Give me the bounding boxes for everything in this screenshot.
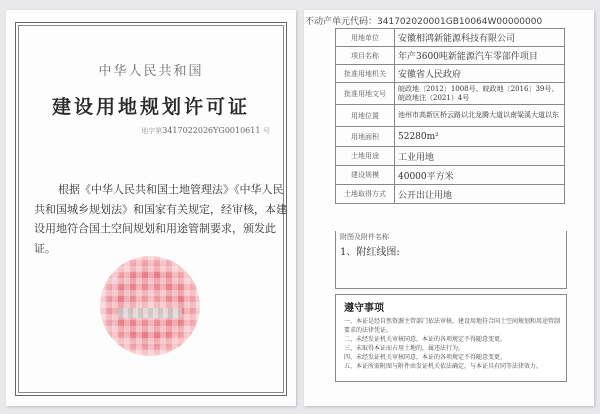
table-row — [336, 185, 565, 204]
attachment-item: 1、附红线图: — [340, 247, 400, 258]
table-row — [336, 147, 565, 166]
row-label: 用地面积 — [336, 127, 395, 147]
row-label: 项目名称 — [336, 47, 395, 65]
attachment-header: 附图及附件名称 — [340, 233, 389, 241]
row-label: 用地位置 — [336, 105, 395, 127]
notice-item: 一、本证是经自然资源主管部门依法审核，建设用地符合国土空间规划和用途管制要求的法律凭证。 — [344, 318, 561, 334]
row-value: 年产3600吨新能源汽车零部件项目 — [395, 47, 565, 65]
notice-item: 五、本证所需附图与附件由发证机关依法确定，与本证具有同等法律效力。 — [344, 363, 543, 370]
row-label: 批准用地文号 — [336, 83, 395, 105]
row-value: 安徽省人民政府 — [395, 65, 565, 83]
table-row — [336, 65, 565, 83]
cert-no-value: 3417022026YG0010611 — [162, 126, 261, 135]
table-row — [336, 166, 565, 185]
cert-no-suffix: 号 — [263, 127, 270, 135]
certificate-title: 建设用地规划许可证 — [51, 96, 250, 118]
table-row — [336, 29, 565, 47]
official-seal — [100, 256, 200, 356]
country-name: 中华人民共和国 — [98, 64, 204, 79]
row-label: 用地单位 — [336, 29, 395, 47]
row-value: 皖政地〔2012〕1008号、皖政地〔2016〕39号、皖政地注（2021）4号 — [395, 83, 565, 105]
certificate-body: 根据《中华人民共和国土地管理法》《中华人民共和国城乡规划法》和国家有关规定，经审核，本建设用地符合国土空间规划和用途管制要求，颁发此证。 — [34, 183, 287, 255]
table-row — [336, 105, 565, 127]
unit-code-value: 341702020001GB10064W00000000 — [377, 17, 543, 27]
row-value: 52280m² — [395, 127, 565, 147]
row-label: 建设规模 — [336, 166, 395, 185]
notice-title: 遵守事项 — [344, 303, 384, 314]
row-label: 批准用地机关 — [336, 65, 395, 83]
attachment-section — [335, 231, 567, 289]
notice-item: 二、未经发证机关审核同意，本证的各项规定不得随意变更。 — [344, 336, 507, 343]
table-row — [336, 83, 565, 105]
row-value: 工业用地 — [395, 147, 565, 166]
row-label: 土地取得方式 — [336, 185, 395, 204]
unit-code-label: 不动产单元代码： — [305, 17, 378, 27]
row-value: 池州市高新区桥云路以北龙腾大道以南粱溪大道以东 — [395, 105, 565, 127]
table-row — [336, 127, 565, 147]
cert-no-label: 地字第 — [141, 127, 163, 135]
unit-code — [305, 14, 542, 27]
row-value: 公开出让用地 — [395, 185, 565, 204]
table-row — [336, 47, 565, 65]
row-value: 安徽相鸿新能源科技有限公司 — [395, 29, 565, 47]
seal-redaction — [118, 308, 182, 318]
land-info-table — [335, 28, 565, 204]
notice-list — [344, 317, 560, 371]
notice-item: 三、未取得本证而占用土地的，属违法行为。 — [344, 345, 465, 352]
notice-item: 四、未经发证机关审核同意，本证的各项规定不得随意变更。 — [344, 354, 507, 361]
row-value: 40000平方米 — [395, 166, 565, 185]
notice-box — [335, 294, 567, 382]
row-label: 土地用途 — [336, 147, 395, 166]
certificate-number — [141, 126, 270, 136]
